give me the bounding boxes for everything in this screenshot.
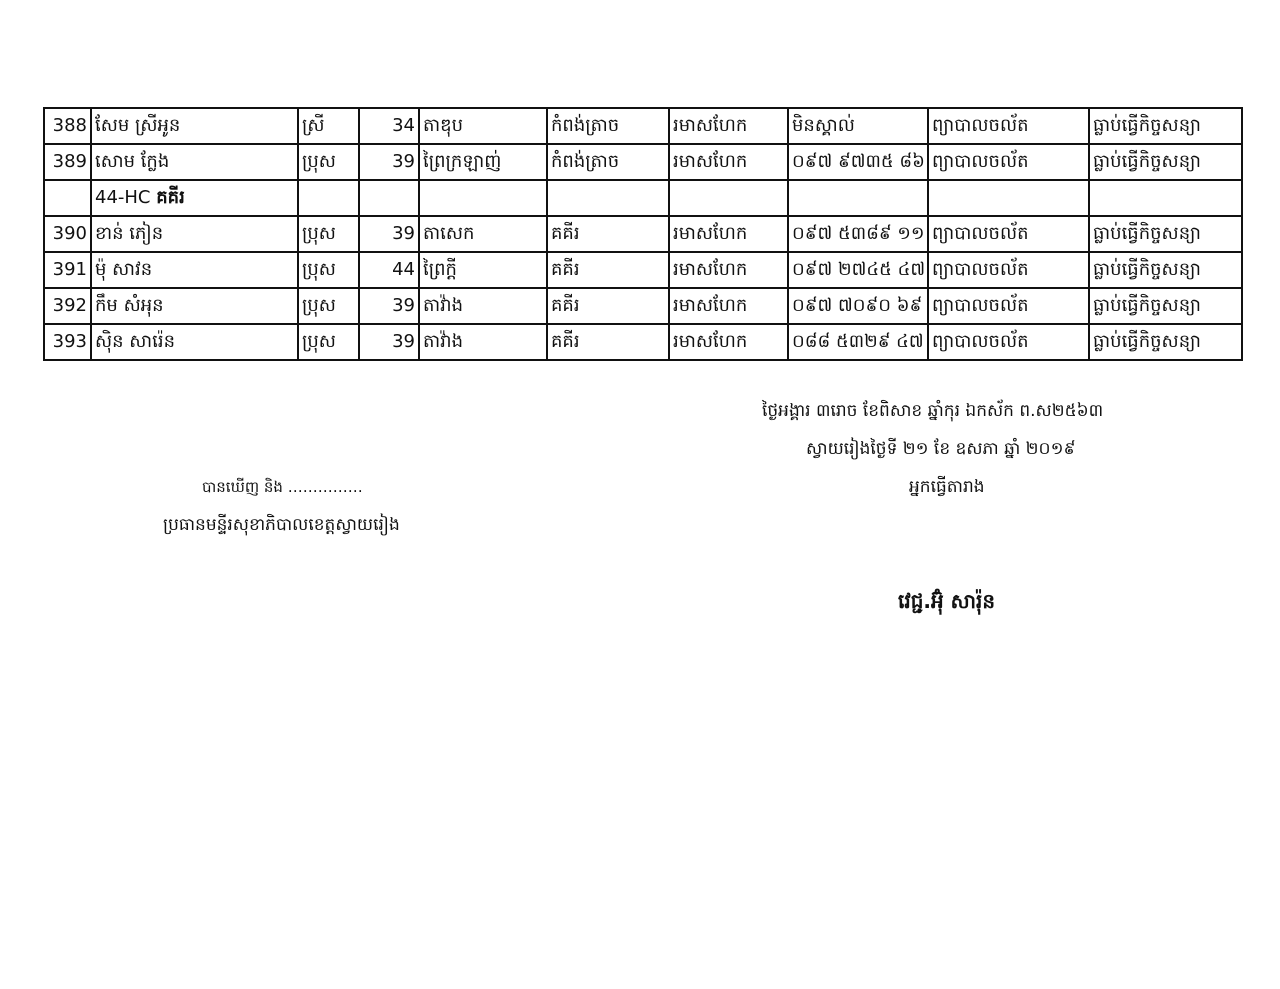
lunar-date: ថ្ងៃអង្គារ ៣រោច ខែពិសាខ ឆ្នាំកុរ ឯកស័ក ព.ស២៥៦៣	[762, 401, 1104, 421]
cell-village: តាវ៉ាង	[419, 324, 547, 360]
roster-body	[44, 108, 1242, 360]
table-cell-empty	[788, 180, 928, 216]
cell-name: ស៊ិន សារ៉េន	[91, 324, 298, 360]
cell-treatment: ព្យាបាលចល័ត	[928, 252, 1089, 288]
table-cell-empty	[1089, 180, 1242, 216]
cell-name: ខាន់ ភៀន	[91, 216, 298, 252]
cell-commune: កំពង់ត្រាច	[547, 108, 669, 144]
cell-sex: ប្រុស	[298, 324, 359, 360]
cell-district: រមាសហែក	[669, 252, 788, 288]
table-cell-empty	[669, 180, 788, 216]
cell-name: សោម ក្លែង	[91, 144, 298, 180]
section-row	[44, 180, 1242, 216]
cell-district: រមាសហែក	[669, 108, 788, 144]
table-row	[44, 108, 1242, 144]
cell-age: 39	[359, 288, 419, 324]
cell-age: 34	[359, 108, 419, 144]
cell-status: ធ្លាប់ធ្វើកិច្ចសន្យា	[1089, 108, 1242, 144]
section-label	[91, 180, 298, 216]
table-cell-empty	[928, 180, 1089, 216]
cell-sex: ស្រី	[298, 108, 359, 144]
cell-status: ធ្លាប់ធ្វើកិច្ចសន្យា	[1089, 144, 1242, 180]
row-number: 390	[44, 216, 91, 252]
cell-treatment: ព្យាបាលចល័ត	[928, 324, 1089, 360]
cell-status: ធ្លាប់ធ្វើកិច្ចសន្យា	[1089, 252, 1242, 288]
row-number: 388	[44, 108, 91, 144]
cell-treatment: ព្យាបាលចល័ត	[928, 216, 1089, 252]
table-row	[44, 144, 1242, 180]
cell-village: តាវ៉ាង	[419, 288, 547, 324]
table-row	[44, 216, 1242, 252]
cell-sex: ប្រុស	[298, 288, 359, 324]
cell-name: កឹម សំអុន	[91, 288, 298, 324]
table-cell-empty	[547, 180, 669, 216]
cell-phone: ០៩៧ ៧០៩០ ៦៩	[788, 288, 928, 324]
cell-commune: កំពង់ត្រាច	[547, 144, 669, 180]
roster-table	[43, 107, 1243, 361]
cell-age: 39	[359, 216, 419, 252]
cell-age: 39	[359, 324, 419, 360]
table-cell-empty	[359, 180, 419, 216]
cell-commune: គគីរ	[547, 324, 669, 360]
table-cell-empty	[419, 180, 547, 216]
seen-label: បានឃើញ និង ……………	[202, 478, 363, 496]
cell-sex: ប្រុស	[298, 144, 359, 180]
row-number: 389	[44, 144, 91, 180]
section-code: 44-HC	[95, 187, 151, 208]
cell-village: ព្រៃក្រឡាញ់	[419, 144, 547, 180]
cell-treatment: ព្យាបាលចល័ត	[928, 144, 1089, 180]
cell-status: ធ្លាប់ធ្វើកិច្ចសន្យា	[1089, 288, 1242, 324]
cell-phone: ០៩៧ ៩៧៣៥ ៨៦	[788, 144, 928, 180]
cell-name: សែម ស្រីអូន	[91, 108, 298, 144]
cell-district: រមាសហែក	[669, 288, 788, 324]
cell-phone: ០៩៧ ៥៣៨៩ ១១	[788, 216, 928, 252]
cell-phone: មិនស្គាល់	[788, 108, 928, 144]
cell-sex: ប្រុស	[298, 252, 359, 288]
table-row	[44, 252, 1242, 288]
cell-age: 39	[359, 144, 419, 180]
section-name: គគីរ	[156, 187, 185, 208]
cell-phone: ០៨៨ ៥៣២៩ ៤៧	[788, 324, 928, 360]
cell-phone: ០៩៧ ២៧៤៥ ៤៧	[788, 252, 928, 288]
row-number: 393	[44, 324, 91, 360]
cell-commune: គគីរ	[547, 288, 669, 324]
table-cell-empty	[298, 180, 359, 216]
cell-village: តាឌុប	[419, 108, 547, 144]
cell-age: 44	[359, 252, 419, 288]
cell-district: រមាសហែក	[669, 144, 788, 180]
cell-district: រមាសហែក	[669, 324, 788, 360]
cell-commune: គគីរ	[547, 252, 669, 288]
cell-village: តាសេក	[419, 216, 547, 252]
table-cell-empty	[44, 180, 91, 216]
author-name: វេជ្ជ.អ៊ុំ សារ៉ុន	[898, 589, 996, 613]
solar-date: ស្វាយរៀងថ្ងៃទី ២១ ខែ ឧសភា ឆ្នាំ ២០១៩	[806, 439, 1076, 459]
row-number: 391	[44, 252, 91, 288]
cell-treatment: ព្យាបាលចល័ត	[928, 288, 1089, 324]
row-number: 392	[44, 288, 91, 324]
author-title: អ្នកធ្វើតារាង	[909, 477, 985, 497]
cell-sex: ប្រុស	[298, 216, 359, 252]
cell-treatment: ព្យាបាលចល័ត	[928, 108, 1089, 144]
cell-commune: គគីរ	[547, 216, 669, 252]
cell-village: ព្រៃក្តី	[419, 252, 547, 288]
cell-name: ម៉ុ សាវន	[91, 252, 298, 288]
cell-status: ធ្លាប់ធ្វើកិច្ចសន្យា	[1089, 216, 1242, 252]
table-row	[44, 324, 1242, 360]
cell-district: រមាសហែក	[669, 216, 788, 252]
table-row	[44, 288, 1242, 324]
cell-status: ធ្លាប់ធ្វើកិច្ចសន្យា	[1089, 324, 1242, 360]
director-title: ប្រធានមន្ទីរសុខាភិបាលខេត្តស្វាយរៀង	[163, 515, 400, 535]
